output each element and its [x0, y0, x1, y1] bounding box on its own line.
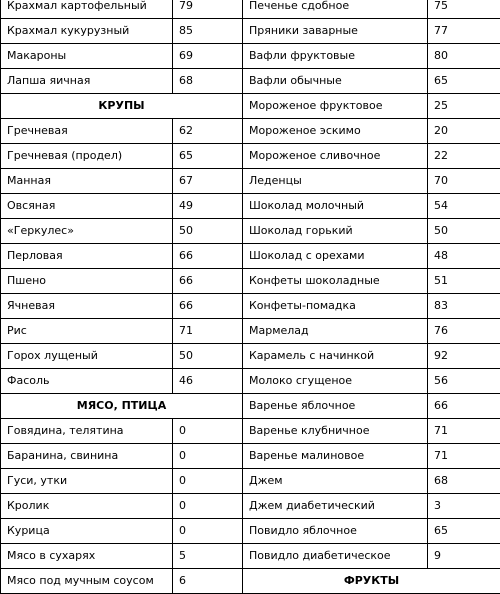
section-header: ФРУКТЫ	[243, 569, 500, 594]
table-row	[1, 69, 500, 94]
carb-value: 9	[428, 544, 500, 569]
carb-value: 71	[428, 419, 500, 444]
food-name: Молоко сгущеное	[243, 369, 428, 394]
food-name: Курица	[1, 519, 173, 544]
food-name: Варенье яблочное	[243, 394, 428, 419]
carb-value: 65	[428, 69, 500, 94]
carb-value: 22	[428, 144, 500, 169]
food-name: Пряники заварные	[243, 19, 428, 44]
table-row	[1, 94, 500, 119]
table-row	[1, 394, 500, 419]
carb-value: 66	[173, 269, 243, 294]
food-name: Леденцы	[243, 169, 428, 194]
food-name: Шоколад горький	[243, 219, 428, 244]
carb-value: 48	[428, 244, 500, 269]
carb-value: 6	[173, 569, 243, 594]
carb-value: 75	[428, 0, 500, 19]
carb-value: 66	[173, 294, 243, 319]
food-name: Конфеты шоколадные	[243, 269, 428, 294]
carb-value: 5	[173, 544, 243, 569]
food-name: Гречневая (продел)	[1, 144, 173, 169]
food-name: Кролик	[1, 494, 173, 519]
section-header: МЯСО, ПТИЦА	[1, 394, 243, 419]
table-row	[1, 144, 500, 169]
food-name: Карамель с начинкой	[243, 344, 428, 369]
food-name: Манная	[1, 169, 173, 194]
carb-value: 20	[428, 119, 500, 144]
food-name: Шоколад с орехами	[243, 244, 428, 269]
food-name: Гречневая	[1, 119, 173, 144]
food-name: Печенье сдобное	[243, 0, 428, 19]
table-row	[1, 344, 500, 369]
carb-value: 92	[428, 344, 500, 369]
food-name: Конфеты-помадка	[243, 294, 428, 319]
carb-value: 0	[173, 444, 243, 469]
food-name: Говядина, телятина	[1, 419, 173, 444]
table-row	[1, 419, 500, 444]
food-name: Вафли обычные	[243, 69, 428, 94]
food-name: Пшено	[1, 269, 173, 294]
carb-value: 0	[173, 494, 243, 519]
food-name: Баранина, свинина	[1, 444, 173, 469]
food-name: Варенье клубничное	[243, 419, 428, 444]
table-row	[1, 469, 500, 494]
food-name: Шоколад молочный	[243, 194, 428, 219]
carb-value: 49	[173, 194, 243, 219]
table-row	[1, 169, 500, 194]
carb-value: 56	[428, 369, 500, 394]
carb-value: 68	[173, 69, 243, 94]
food-name: Овсяная	[1, 194, 173, 219]
food-name: Мороженое эскимо	[243, 119, 428, 144]
food-name: Крахмал картофельный	[1, 0, 173, 19]
table-row	[1, 119, 500, 144]
carb-value: 70	[428, 169, 500, 194]
carb-value: 54	[428, 194, 500, 219]
table-row	[1, 219, 500, 244]
carb-value: 71	[173, 319, 243, 344]
table-row	[1, 569, 500, 594]
food-name: Горох лущеный	[1, 344, 173, 369]
carb-value: 67	[173, 169, 243, 194]
food-name: Ячневая	[1, 294, 173, 319]
food-name: Мармелад	[243, 319, 428, 344]
food-name: Повидло яблочное	[243, 519, 428, 544]
food-name: Джем диабетический	[243, 494, 428, 519]
carb-value: 50	[173, 344, 243, 369]
carb-value: 66	[428, 394, 500, 419]
food-name: Гуси, утки	[1, 469, 173, 494]
table-row	[1, 494, 500, 519]
food-name: Мясо под мучным соусом	[1, 569, 173, 594]
carb-value: 3	[428, 494, 500, 519]
food-name: Макароны	[1, 44, 173, 69]
carb-value: 25	[428, 94, 500, 119]
carb-value: 50	[428, 219, 500, 244]
carb-value: 0	[173, 469, 243, 494]
food-name: Повидло диабетическое	[243, 544, 428, 569]
carb-value: 0	[173, 519, 243, 544]
carb-value: 62	[173, 119, 243, 144]
carb-value: 79	[173, 0, 243, 19]
food-name: Вафли фруктовые	[243, 44, 428, 69]
table-row	[1, 544, 500, 569]
food-name: Рис	[1, 319, 173, 344]
table-row	[1, 0, 500, 19]
carb-value: 0	[173, 419, 243, 444]
food-name: Лапша яичная	[1, 69, 173, 94]
table-row	[1, 19, 500, 44]
table-row	[1, 194, 500, 219]
food-name: Фасоль	[1, 369, 173, 394]
table-row	[1, 244, 500, 269]
carb-value: 76	[428, 319, 500, 344]
food-name: Крахмал кукурузный	[1, 19, 173, 44]
table-row	[1, 519, 500, 544]
table-row	[1, 444, 500, 469]
section-header: КРУПЫ	[1, 94, 243, 119]
carb-value: 68	[428, 469, 500, 494]
table-row	[1, 319, 500, 344]
food-name: Перловая	[1, 244, 173, 269]
carb-value: 46	[173, 369, 243, 394]
carb-value: 77	[428, 19, 500, 44]
food-name: Мороженое сливочное	[243, 144, 428, 169]
carb-value: 83	[428, 294, 500, 319]
carb-value: 65	[428, 519, 500, 544]
food-name: Мясо в сухарях	[1, 544, 173, 569]
carb-value: 51	[428, 269, 500, 294]
table-row	[1, 44, 500, 69]
carb-value: 66	[173, 244, 243, 269]
carb-value: 85	[173, 19, 243, 44]
carb-value: 71	[428, 444, 500, 469]
table-row	[1, 369, 500, 394]
food-name: «Геркулес»	[1, 219, 173, 244]
table-row	[1, 269, 500, 294]
food-name: Варенье малиновое	[243, 444, 428, 469]
carb-value: 80	[428, 44, 500, 69]
table-row	[1, 294, 500, 319]
food-name: Мороженое фруктовое	[243, 94, 428, 119]
carb-value: 50	[173, 219, 243, 244]
food-name: Джем	[243, 469, 428, 494]
carb-value: 69	[173, 44, 243, 69]
carb-value: 65	[173, 144, 243, 169]
